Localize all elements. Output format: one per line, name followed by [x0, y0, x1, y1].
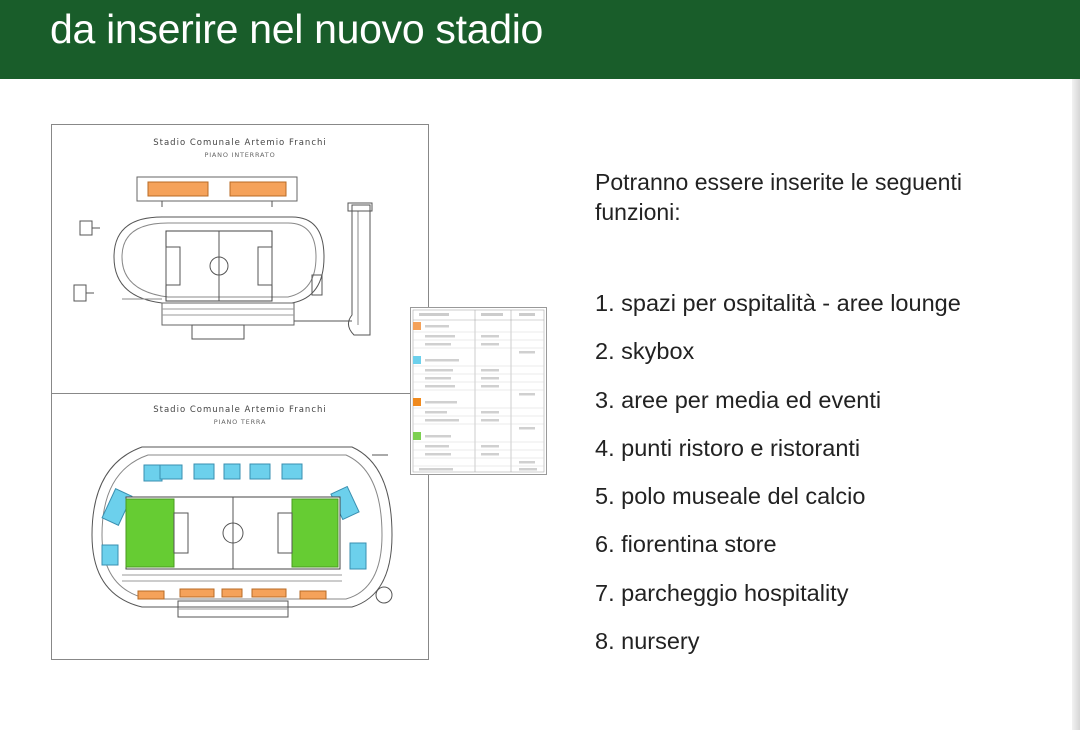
- list-item: 5. polo museale del calcio: [595, 483, 866, 510]
- list-item: 2. skybox: [595, 338, 695, 365]
- plan-underground-title: Stadio Comunale Artemio Franchi: [153, 138, 327, 148]
- list-item: 7. parcheggio hospitality: [595, 579, 849, 606]
- area-table-figure: [410, 307, 547, 475]
- plan-underground-subtitle: PIANO INTERRATO: [204, 151, 276, 159]
- underground-plan: [74, 177, 372, 339]
- functions-intro: Potranno essere inserite le seguenti funzioni:: [595, 169, 962, 225]
- list-item: 8. nursery: [595, 628, 700, 655]
- list-item: 1. spazi per ospitalità - aree lounge: [595, 290, 961, 316]
- plan-ground-subtitle: PIANO TERRA: [213, 418, 267, 426]
- list-item: 4. punti ristoro e ristoranti: [595, 434, 861, 461]
- plan-ground-title: Stadio Comunale Artemio Franchi: [153, 405, 327, 415]
- slide-edge: [1072, 79, 1080, 730]
- ground-plan: [92, 447, 392, 617]
- slide-title: da inserire nel nuovo stadio: [50, 6, 544, 52]
- list-item: 6. fiorentina store: [595, 531, 777, 558]
- list-item: 3. aree per media ed eventi: [595, 386, 882, 413]
- area-table-drawing: [411, 308, 546, 474]
- functions-list: [595, 279, 961, 665]
- slide-header: [0, 0, 1080, 79]
- stadium-plans-figure: [51, 124, 429, 660]
- stadium-plans-drawing: [52, 125, 428, 659]
